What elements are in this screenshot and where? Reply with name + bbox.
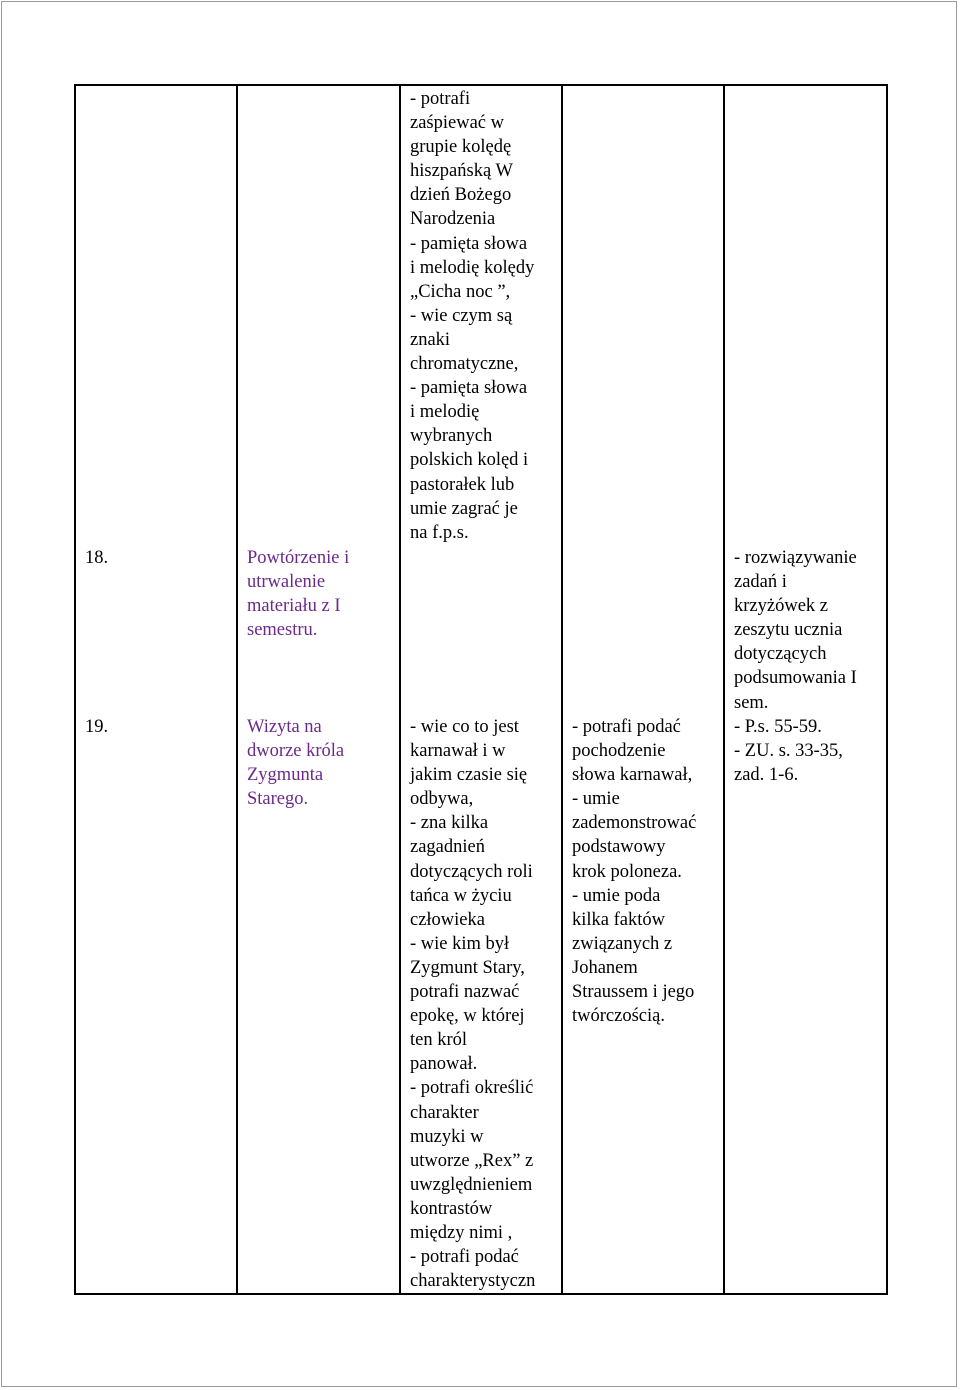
table-cell-skills-extended: - potrafi podać pochodzenie słowa karnawał, - umie zademonstrować podstawowy krok poloneza. - umie poda kilka faktów związanych z Johanem Straussem i jego twórczością.: [572, 717, 697, 1027]
table-border-top: [74, 84, 888, 86]
lesson-topic: Wizyta na dworze króla Zygmunta Starego.: [247, 717, 345, 810]
table-border-bottom: [74, 1293, 888, 1295]
table-border-right: [886, 84, 888, 1295]
column-divider: [723, 84, 725, 1295]
lesson-topic: Powtórzenie i utrwalenie materiału z I semestru.: [247, 548, 350, 641]
lesson-number: 19.: [85, 717, 109, 737]
table-cell-activities: - P.s. 55-59. - ZU. s. 33-35, zad. 1-6.: [734, 717, 843, 786]
table-cell-activities: - rozwiązywanie zadań i krzyżówek z zeszytu ucznia dotyczących podsumowania I sem.: [734, 548, 857, 713]
lesson-number: 18.: [85, 548, 109, 568]
table-border-left: [74, 84, 76, 1295]
table-cell-skills: - wie co to jest karnawał i w jakim czasie się odbywa, - zna kilka zagadnień dotyczących roli tańca w życiu człowieka - wie kim był Zygmunt Stary, potrafi nazwać epokę, w której ten król panował. - potrafi określić charakter muzyki w utworze „Rex” z uwzględnieniem kontrastów między nimi , - potrafi podać charakterystyczn: [410, 717, 536, 1292]
column-divider: [399, 84, 401, 1295]
table-cell-skills: - potrafi zaśpiewać w grupie kolędę hiszpańską W dzień Bożego Narodzenia - pamięta słowa i melodię kolędy „Cicha noc ”, - wie czym są znaki chromatyczne, - pamięta słowa i melodię wybranych polskich kolęd i pastorałek lub umie zagrać je na f.p.s.: [410, 89, 535, 543]
column-divider: [236, 84, 238, 1295]
column-divider: [561, 84, 563, 1295]
